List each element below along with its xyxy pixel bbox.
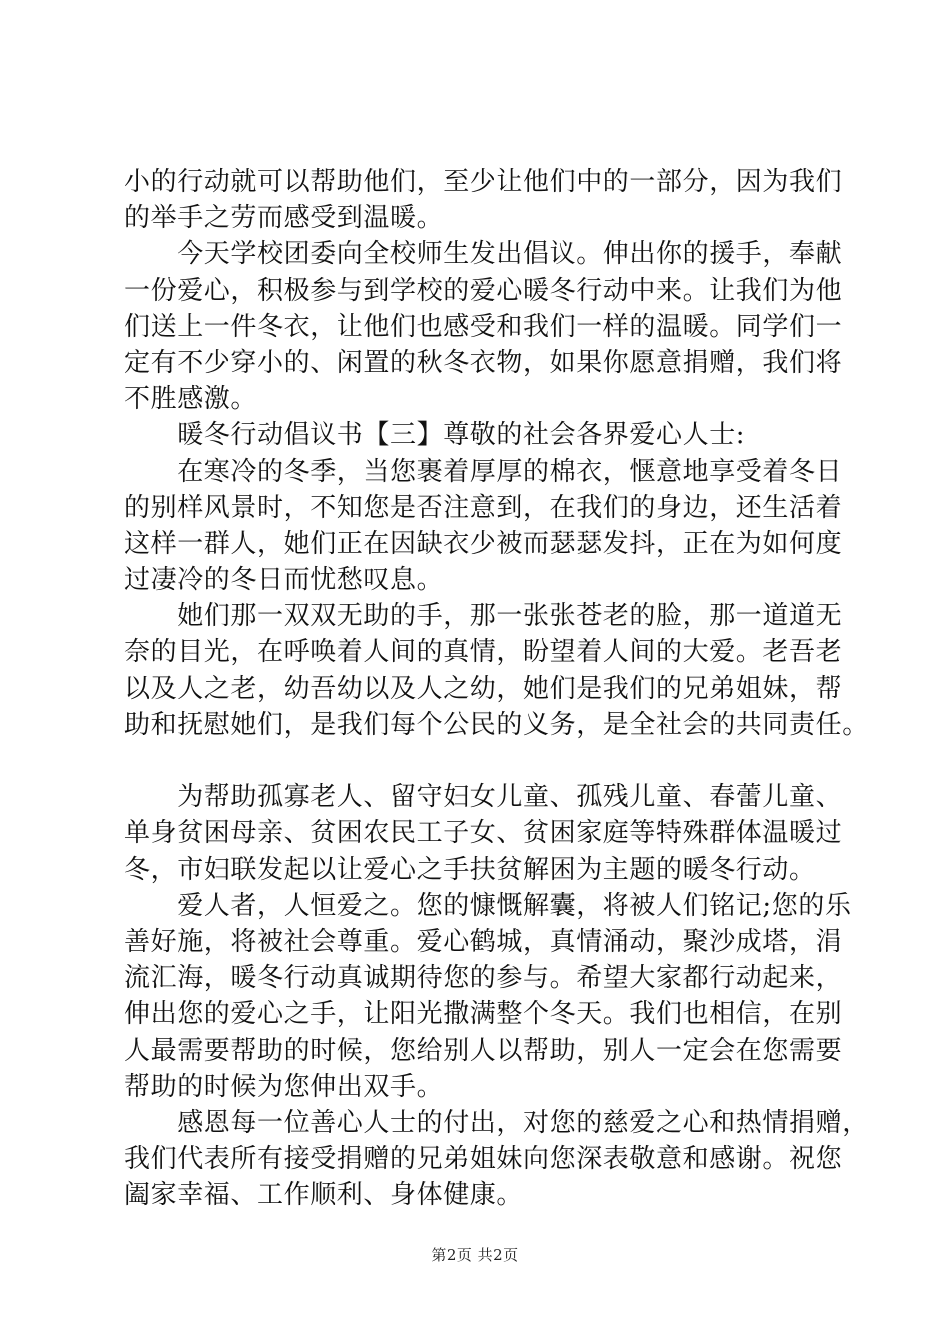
text-line: 人最需要帮助的时候，您给别人以帮助，别人一定会在您需要 [124, 1035, 843, 1066]
text-line: 这样一群人，她们正在因缺衣少被而瑟瑟发抖，正在为如何度 [124, 528, 843, 559]
text-line: 阖家幸福、工作顺利、身体健康。 [124, 1180, 524, 1211]
blank-line [124, 743, 834, 779]
text-line: 的举手之劳而感受到温暖。 [124, 203, 444, 234]
text-line: 在寒冷的冬季，当您裹着厚厚的棉衣，惬意地享受着冬日 [124, 456, 843, 487]
text-line: 以及人之老，幼吾幼以及人之幼，她们是我们的兄弟姐妹，帮 [124, 673, 843, 704]
document-body [124, 164, 869, 1213]
text-line: 爱人者，人恒爱之。您的慷慨解囊，将被人们铭记;您的乐 [124, 890, 852, 921]
text-line: 的别样风景时，不知您是否注意到，在我们的身边，还生活着 [124, 492, 843, 523]
text-line: 伸出您的爱心之手，让阳光撒满整个冬天。我们也相信，在别 [124, 999, 843, 1030]
text-line: 为帮助孤寡老人、留守妇女儿童、孤残儿童、春蕾儿童、 [124, 782, 843, 813]
text-line: 单身贫困母亲、贫困农民工子女、贫困家庭等特殊群体温暖过 [124, 818, 843, 849]
text-line: 冬，市妇联发起以让爱心之手扶贫解困为主题的暖冬行动。 [124, 854, 816, 885]
text-line: 定有不少穿小的、闲置的秋冬衣物，如果你愿意捐赠，我们将 [124, 347, 843, 378]
text-line: 过凄冷的冬日而忧愁叹息。 [124, 565, 444, 596]
text-line: 感恩每一位善心人士的付出，对您的慈爱之心和热情捐赠， [124, 1107, 869, 1138]
text-line: 小的行动就可以帮助他们，至少让他们中的一部分，因为我们 [124, 167, 843, 197]
text-line: 我们代表所有接受捐赠的兄弟姐妹向您深表敬意和感谢。祝您 [124, 1144, 843, 1175]
text-line: 奈的目光，在呼唤着人间的真情，盼望着人间的大爱。老吾老 [124, 637, 843, 668]
text-line: 一份爱心，积极参与到学校的爱心暖冬行动中来。让我们为他 [124, 275, 843, 306]
text-line: 善好施，将被社会尊重。爱心鹤城，真情涌动，聚沙成塔，涓 [124, 926, 843, 957]
text-line: 们送上一件冬衣，让他们也感受和我们一样的温暖。同学们一 [124, 311, 843, 342]
text-line: 帮助的时候为您伸出双手。 [124, 1071, 444, 1102]
text-line: 暖冬行动倡议书【三】尊敬的社会各界爱心人士: [124, 420, 746, 451]
text-line: 今天学校团委向全校师生发出倡议。伸出你的援手，奉献 [124, 239, 843, 270]
text-line: 不胜感激。 [124, 384, 258, 415]
page-footer: 第2页 共2页 [431, 1246, 519, 1264]
text-line: 她们那一双双无助的手，那一张张苍老的脸，那一道道无 [124, 601, 843, 632]
text-line: 流汇海，暖冬行动真诚期待您的参与。希望大家都行动起来， [124, 963, 843, 994]
text-line: 助和抚慰她们，是我们每个公民的义务，是全社会的共同责任。 [124, 709, 869, 740]
